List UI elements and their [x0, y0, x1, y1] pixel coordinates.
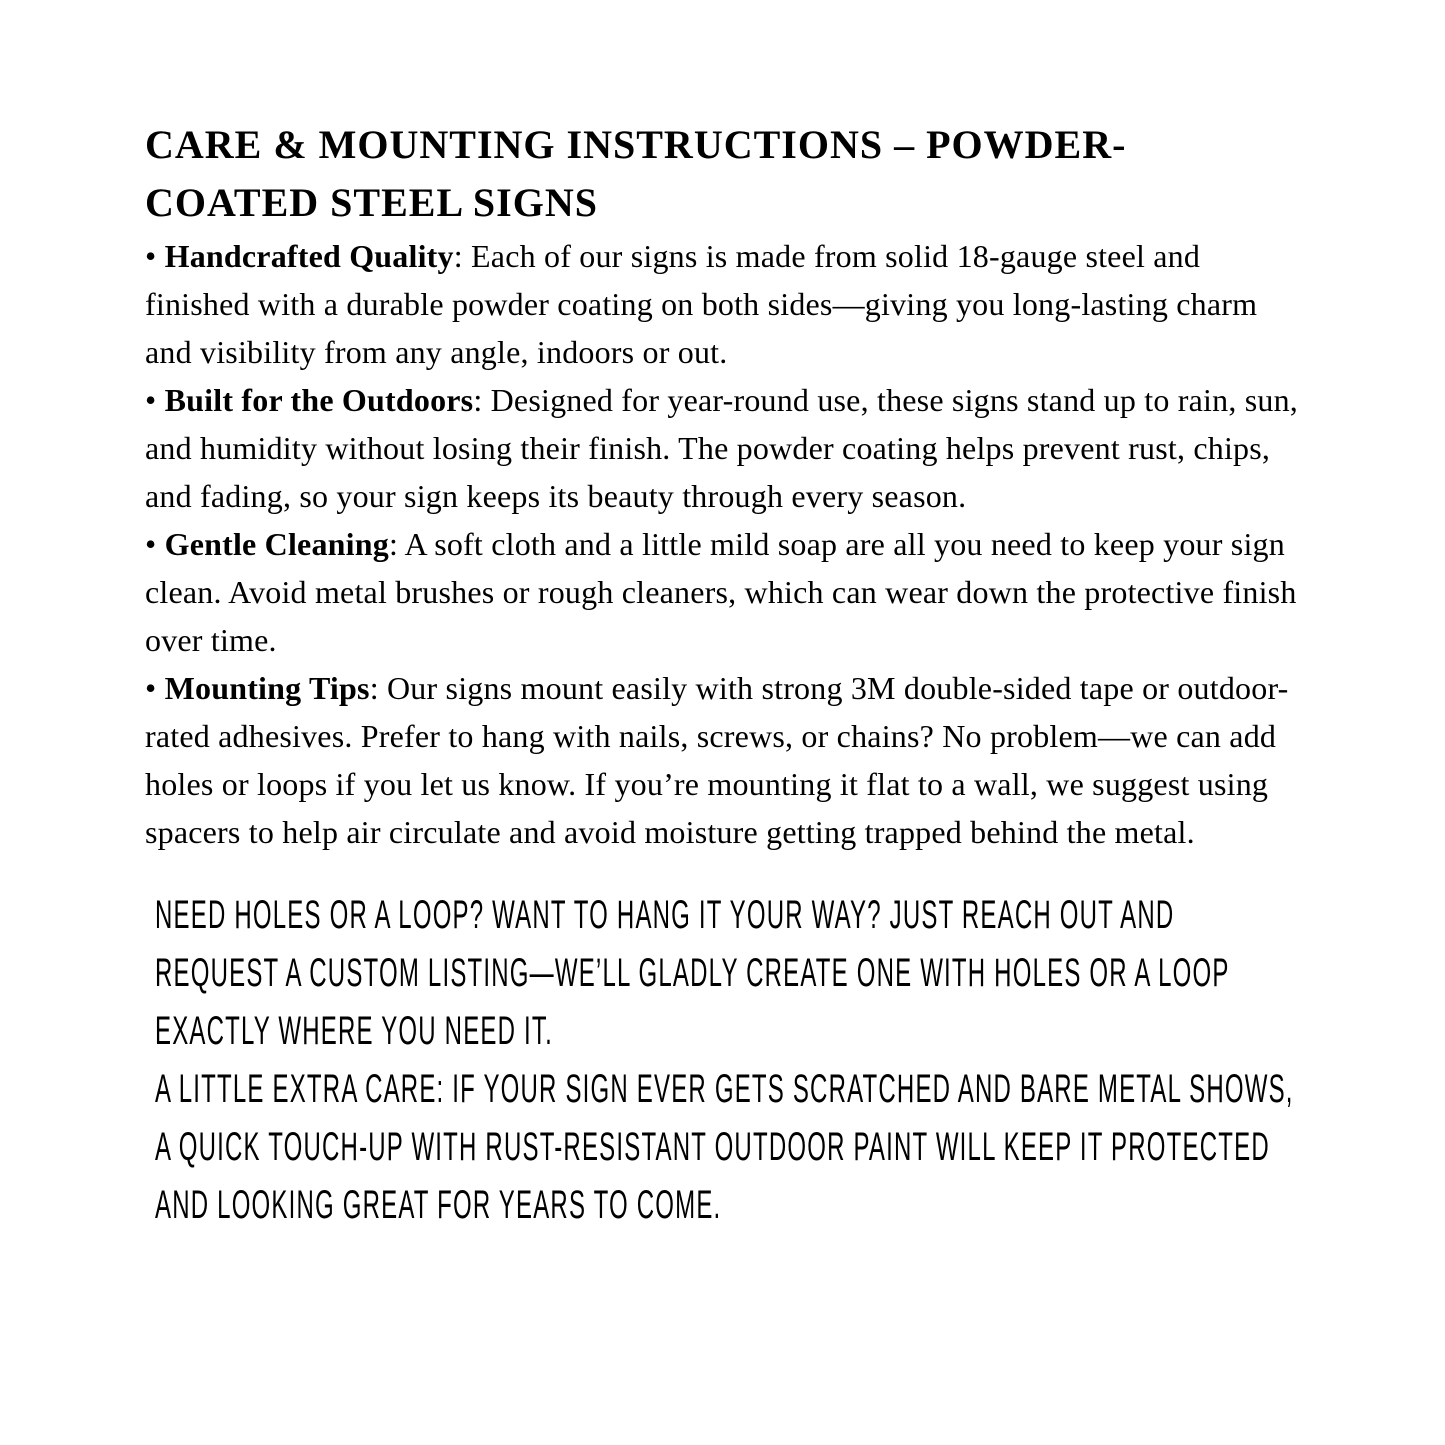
bullet-item: • Handcrafted Quality: Each of our signs is made from solid 18-gauge steel and finished with a durable powder coating on both sides—giving you long-lasting charm and visibility from any angle, indoors or out.	[145, 238, 1258, 370]
bullet-label: Handcrafted Quality	[164, 238, 454, 274]
bullet-label: Gentle Cleaning	[164, 526, 389, 562]
page-title: CARE & MOUNTING INSTRUCTIONS – POWDER-COATED STEEL SIGNS	[145, 122, 1127, 225]
bullet-label: Built for the Outdoors	[164, 382, 474, 418]
note-paragraph: A LITTLE EXTRA CARE: IF YOUR SIGN EVER GETS SCRATCHED AND BARE METAL SHOWS, A QUICK TOUCH-UP WITH RUST-RESISTANT OUTDOOR PAINT WILL KEEP IT PROTECTED AND LOOKING GREAT FOR YEARS TO COME.	[155, 1067, 1294, 1227]
bullet-item: • Built for the Outdoors: Designed for year-round use, these signs stand up to rain, sun, and humidity without losing their finish. The powder coating helps prevent rust, chips, and fading, so your sign keeps its beauty through every season.	[145, 382, 1298, 514]
bullet-item: • Mounting Tips: Our signs mount easily with strong 3M double-sided tape or outdoor-rated adhesives. Prefer to hang with nails, screws, or chains? No problem—we can add holes or loops if you let us know. If you’re mounting it flat to a wall, we suggest using spacers to help air circulate and avoid moisture getting trapped behind the metal.	[145, 670, 1289, 850]
care-instructions-list	[145, 232, 1335, 856]
note-paragraph: NEED HOLES OR A LOOP? WANT TO HANG IT YOUR WAY? JUST REACH OUT AND REQUEST A CUSTOM LISTING—WE’LL GLADLY CREATE ONE WITH HOLES OR A LOOP EXACTLY WHERE YOU NEED IT.	[155, 893, 1230, 1053]
custom-note-section	[155, 886, 1301, 1234]
bullet-label: Mounting Tips	[164, 670, 370, 706]
bullet-item: • Gentle Cleaning: A soft cloth and a little mild soap are all you need to keep your sign clean. Avoid metal brushes or rough cleaners, which can wear down the protective finish over time.	[145, 526, 1297, 658]
